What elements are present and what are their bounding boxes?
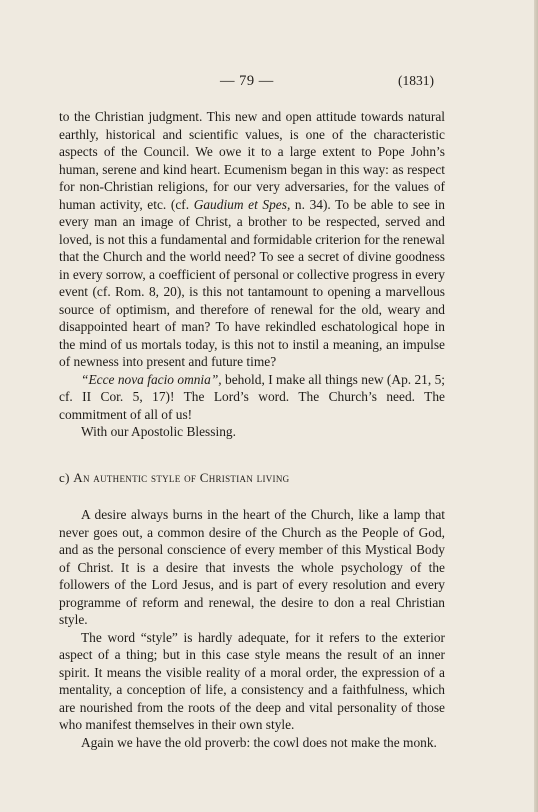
section-paragraph: A desire always burns in the heart of the Church, like a lamp that never goes out, a common desire of the Church as the People of God, and as the personal conscience of every member of this Mystical Body of Christ. It is a desire that invests the whole psychology of the followers of the Lord Jesus, and is part of every resolution and every programme of reform and renewal, the desire to don a real Christian style. [59, 507, 445, 627]
page-body [59, 108, 445, 751]
page-edge [534, 0, 538, 812]
reference-number: (1831) [398, 73, 434, 88]
section-paragraph: Again we have the old proverb: the cowl does not make the monk. [81, 734, 437, 750]
latin-quote: “Ecce nova facio omnia”, [81, 371, 222, 387]
continuation-paragraph: to the Christian judgment. This new and open attitude towards natural earthly, historical and scientific values, is one of the characteristic aspects of the Council. We owe it to a large extent to Pope John’s human, serene and kind heart. Ecumenism began in this way: as respect for non-Christian religions, for our very adversaries, for the values of human activity, etc. (cf. Gaudium et Spes, n. 34). To be able to see in every man an image of Christ, a brother to be respected, served and loved, is not this a fundamental and formidable criterion for the renewal that the Church and the world need? To see a secret of divine goodness in every sorrow, a coefficient of personal or collective progress in every event (cf. Rom. 8, 20), is this not tantamount to opening a marvellous source of optimism, and therefore of renewal for the old, weary and disappointed heart of man? To have rekindled eschatological hope in the mind of us mortals today, is this not to instil a meaning, an impulse of newness into present and future time? [59, 109, 445, 369]
page-header [0, 73, 538, 93]
section-heading: c) An authentic style of Christian living [59, 469, 290, 485]
citation-title: Gaudium et Spes, [193, 196, 291, 212]
blessing-line: With our Apostolic Blessing. [81, 424, 236, 439]
quote-paragraph: “Ecce nova facio omnia”, behold, I make all things new (Ap. 21, 5; cf. II Cor. 5, 17)! The Lord’s word. The Church’s need. The commitment of all of us! [59, 371, 446, 422]
page-number: — 79 — [220, 73, 274, 89]
section-paragraph: The word “style” is hardly adequate, for it refers to the exterior aspect of a thing; but in this case style means the result of an inner spirit. It means the visible reality of a moral order, the expression of a mentality, a conception of life, a consistency and a faithfulness, which are nourished from the roots of the deep and vital personality of those who manifest themselves in their own style. [59, 629, 445, 732]
section-title: An authentic style of Christian living [73, 469, 290, 485]
